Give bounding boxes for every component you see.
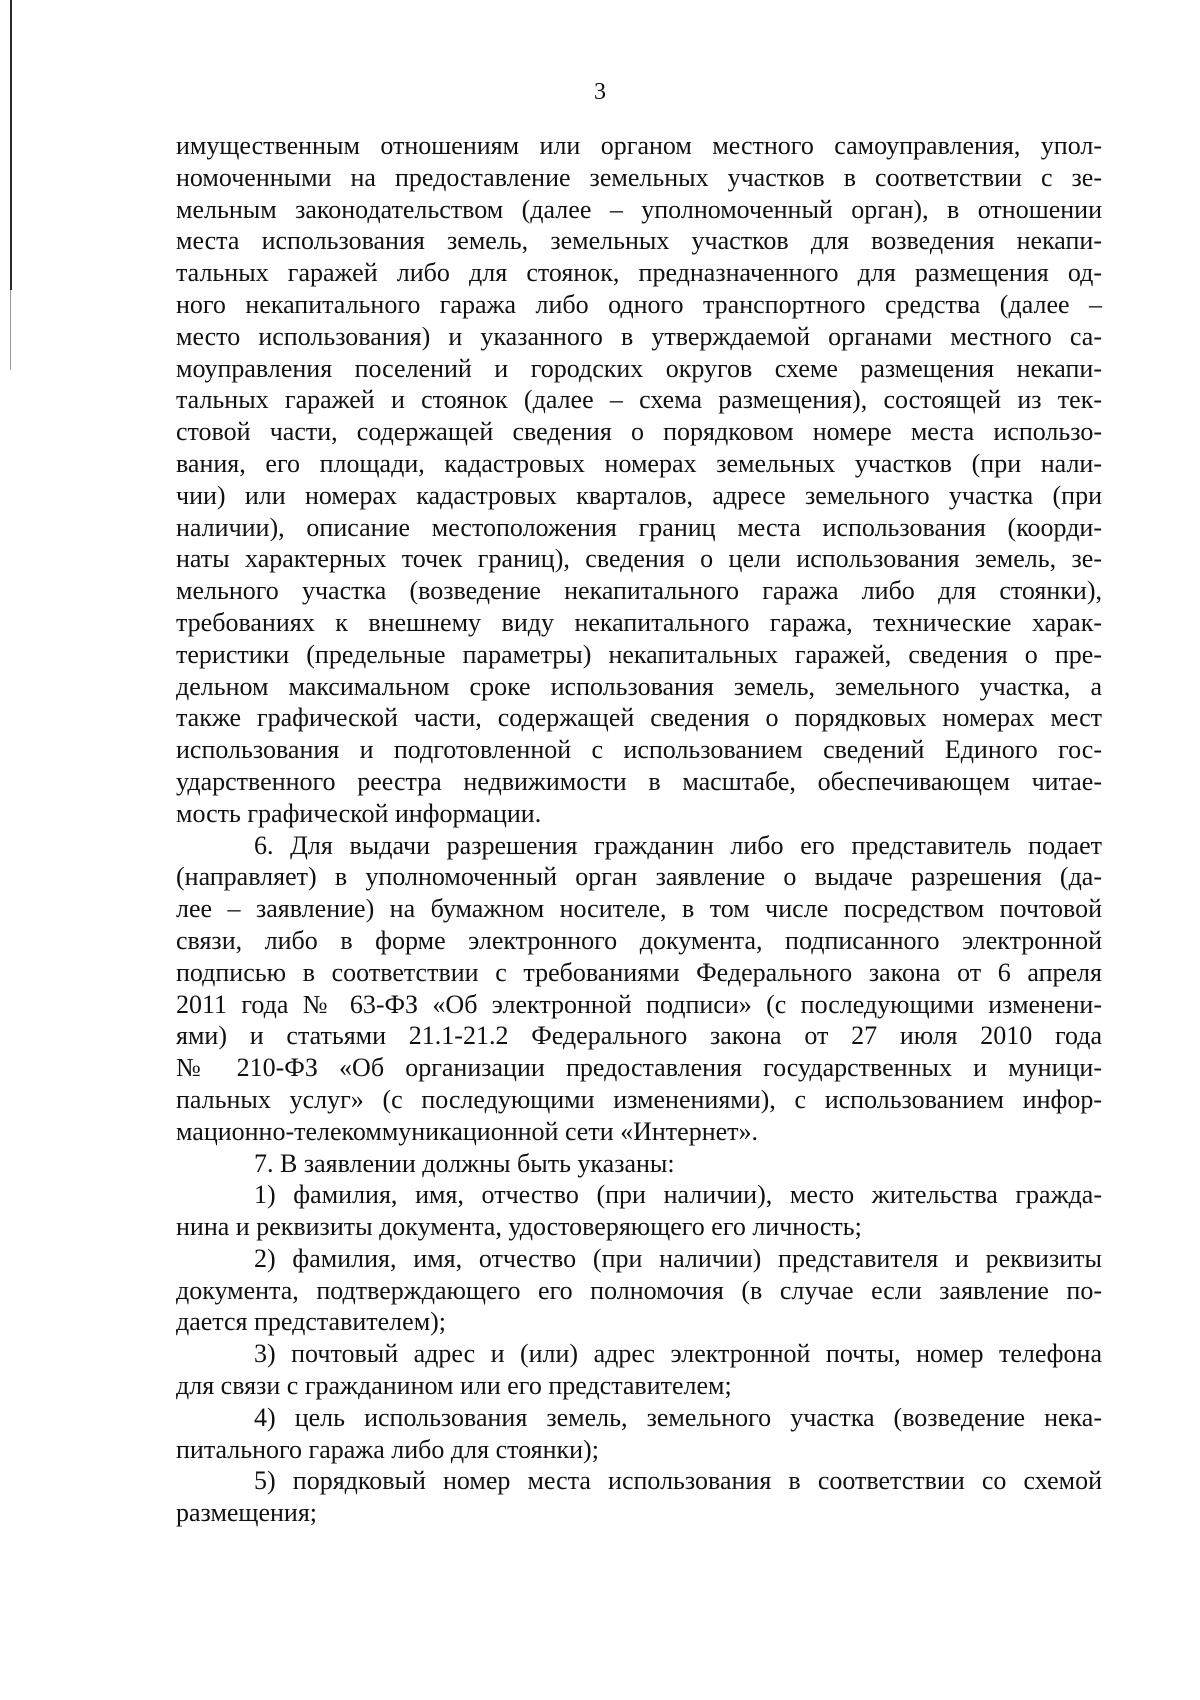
text-line: моуправления поселений и городских округов схеме размещения некапи- (176, 353, 1102, 383)
text-line: ями) и статьями 21.1-21.2 Федерального закона от 27 июля 2010 года (176, 1021, 1102, 1051)
text-line: мельным законодательством (далее – уполномоченный орган), в отношении (176, 194, 1102, 224)
text-line: дельном максимальном сроке использования земель, земельного участка, а (176, 671, 1102, 701)
page-number: 3 (594, 79, 606, 105)
text-line: мость графической информации. (176, 798, 542, 828)
text-line: номоченными на предоставление земельных участков в соответствии с зе- (176, 162, 1102, 192)
document-body (176, 130, 1102, 1529)
text-line: тальных гаражей либо для стоянок, предназначенного для размещения од- (176, 258, 1102, 288)
text-line: 7. В заявлении должны быть указаны: (254, 1148, 675, 1178)
text-line: мельного участка (возведение некапитального гаража либо для стоянки), (176, 576, 1102, 606)
text-line: наты характерных точек границ), сведения о цели использования земель, зе- (176, 544, 1102, 574)
text-line: наличии), описание местоположения границ места использования (коорди- (176, 512, 1102, 542)
text-line: 2011 года № 63-ФЗ «Об электронной подписи» (с последующими изменени- (176, 989, 1102, 1019)
text-line: № 210-ФЗ «Об организации предоставления государственных и муници- (176, 1053, 1102, 1083)
text-line: требованиях к внешнему виду некапитального гаража, технические харак- (176, 607, 1102, 637)
text-line: чии) или номерах кадастровых кварталов, адресе земельного участка (при (176, 480, 1102, 510)
text-line: использования и подготовленной с использованием сведений Единого гос- (176, 735, 1102, 765)
text-line: ударственного реестра недвижимости в масштабе, обеспечивающем читае- (176, 766, 1102, 796)
text-line: для связи с гражданином или его представителем; (176, 1371, 732, 1401)
text-line: ного некапитального гаража либо одного транспортного средства (далее – (176, 289, 1102, 319)
text-line: размещения; (176, 1498, 318, 1528)
text-line: имущественным отношениям или органом местного самоуправления, упол- (176, 131, 1102, 160)
text-line: 1) фамилия, имя, отчество (при наличии), место жительства гражда- (254, 1180, 1102, 1210)
text-line: дается представителем); (176, 1307, 447, 1337)
text-line: место использования) и указанного в утверждаемой органами местного са- (176, 321, 1102, 351)
scan-edge-line (10, 0, 12, 290)
text-line: тальных гаражей и стоянок (далее – схема размещения), состоящей из тек- (176, 385, 1102, 415)
text-line: подписью в соответствии с требованиями Федерального закона от 6 апреля (176, 957, 1102, 987)
text-line: питального гаража либо для стоянки); (176, 1434, 599, 1464)
text-line: вания, его площади, кадастровых номерах земельных участков (при нали- (176, 448, 1102, 478)
scan-edge-line-faint (10, 290, 11, 370)
text-line: 2) фамилия, имя, отчество (при наличии) представителя и реквизиты (254, 1243, 1102, 1273)
text-line: (направляет) в уполномоченный орган заявление о выдаче разрешения (да- (176, 862, 1102, 892)
text-line: 5) порядковый номер места использования в соответствии со схемой (254, 1466, 1102, 1496)
text-line: 4) цель использования земель, земельного участка (возведение нека- (254, 1402, 1102, 1432)
text-line: места использования земель, земельных участков для возведения некапи- (176, 226, 1102, 256)
text-line: 3) почтовый адрес и (или) адрес электронной почты, номер телефона (254, 1339, 1102, 1369)
text-line: стовой части, содержащей сведения о порядковом номере места использо- (176, 417, 1102, 447)
text-line: лее – заявление) на бумажном носителе, в том числе посредством почтовой (176, 894, 1102, 924)
text-line: связи, либо в форме электронного документа, подписанного электронной (176, 925, 1102, 955)
text-line: пальных услуг» (с последующими изменениями), с использованием инфор- (176, 1084, 1102, 1114)
text-line: документа, подтверждающего его полномочия (в случае если заявление по- (176, 1275, 1102, 1305)
text-line: нина и реквизиты документа, удостоверяющего его личность; (176, 1212, 862, 1242)
text-line: теристики (предельные параметры) некапитальных гаражей, сведения о пре- (176, 639, 1102, 669)
text-line: 6. Для выдачи разрешения гражданин либо его представитель подает (254, 830, 1102, 860)
text-line: также графической части, содержащей сведения о порядковых номерах мест (176, 703, 1102, 733)
text-line: мационно-телекоммуникационной сети «Интернет». (176, 1116, 759, 1146)
